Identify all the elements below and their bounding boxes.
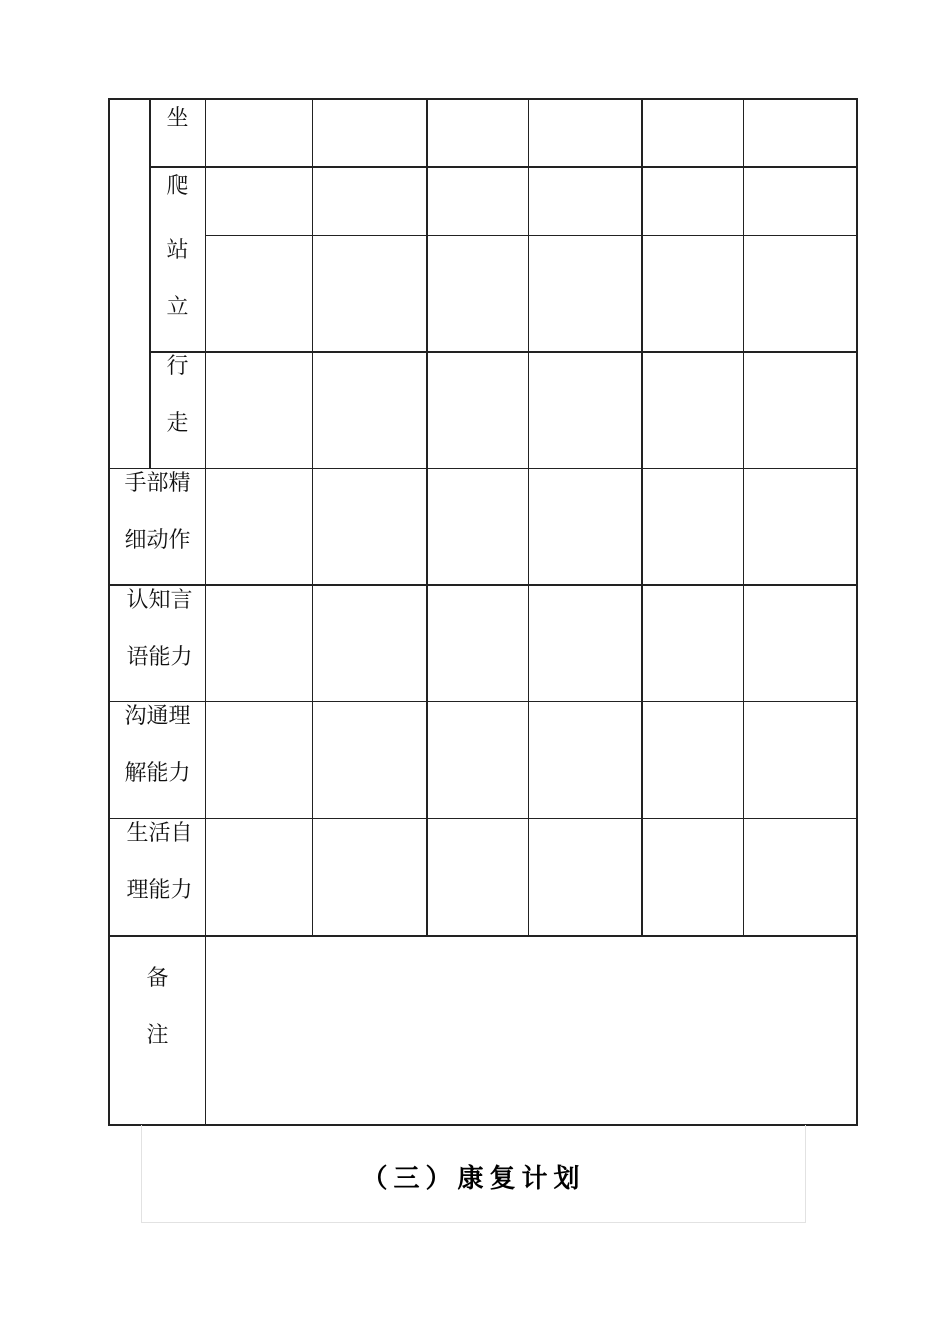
row-label-cognition-language: 认知言 语能力 (126, 588, 193, 670)
row-label-sit: 坐 (166, 106, 189, 131)
rehab-plan-section (141, 1125, 806, 1223)
row-label-stand: 站 立 (166, 238, 189, 320)
row-label-crawl: 爬 (166, 174, 189, 199)
section-title: （三）康复计划 (361, 1164, 586, 1194)
remarks-field[interactable] (207, 937, 855, 1123)
remarks-label: 备 注 (146, 966, 169, 1048)
row-label-fine-motor: 手部精 细动作 (124, 471, 191, 553)
row-label-communication: 沟通理 解能力 (124, 704, 191, 786)
row-label-self-care: 生活自 理能力 (126, 821, 193, 903)
row-label-walk: 行 走 (166, 354, 189, 436)
